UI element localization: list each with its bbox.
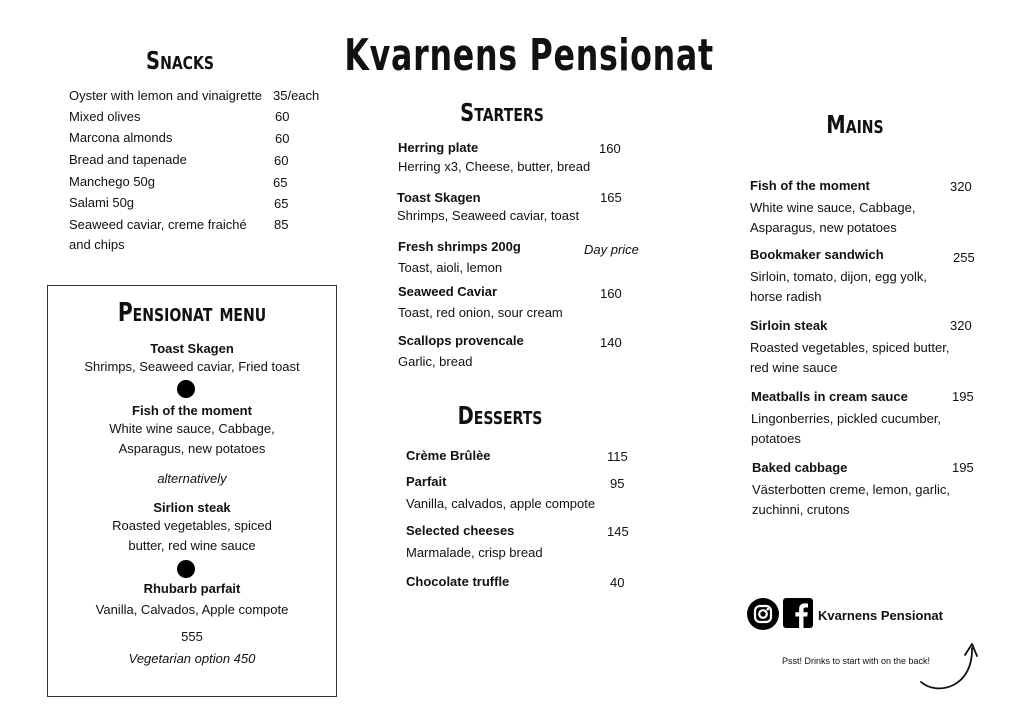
starter-name: Scallops provencale [398, 333, 524, 348]
snack-name: Seaweed caviar, creme fraiché [69, 217, 247, 232]
main-name: Sirloin steak [750, 318, 828, 333]
main-description: Asparagus, new potatoes [750, 220, 897, 235]
main-price: 320 [950, 318, 972, 333]
course-separator-dot [177, 560, 195, 578]
main-price: 320 [950, 179, 972, 194]
main-description: red wine sauce [750, 360, 838, 375]
snack-name: Mixed olives [69, 109, 141, 124]
course-description: White wine sauce, Cabbage, [109, 421, 275, 436]
curved-arrow-icon [915, 640, 980, 692]
snack-name: Marcona almonds [69, 130, 173, 145]
snacks-heading: Snacks [146, 46, 214, 75]
main-price: 195 [952, 460, 974, 475]
starter-name: Seaweed Caviar [398, 284, 498, 299]
course-name: Toast Skagen [150, 341, 234, 356]
dessert-name: Parfait [406, 474, 447, 489]
alternatively-label: alternatively [157, 471, 227, 486]
main-description: horse radish [750, 289, 822, 304]
course-name: Rhubarb parfait [143, 581, 241, 596]
snack-price: 35/each [273, 88, 320, 103]
starter-price: 160 [600, 286, 622, 301]
snack-price: 60 [275, 131, 290, 146]
snack-price: 65 [274, 196, 289, 211]
course-description: Asparagus, new potatoes [118, 441, 266, 456]
dessert-price: 40 [610, 575, 625, 590]
course-description: Roasted vegetables, spiced [112, 518, 272, 533]
starter-price: 160 [599, 141, 621, 156]
social-name[interactable]: Kvarnens Pensionat [818, 608, 943, 623]
course-description: butter, red wine sauce [128, 538, 256, 553]
starter-description: Toast, aioli, lemon [398, 260, 503, 275]
snack-price: 60 [275, 109, 290, 124]
starters-heading: Starters [460, 98, 544, 127]
main-description: potatoes [751, 431, 801, 446]
course-description: Shrimps, Seaweed caviar, Fried toast [84, 359, 300, 374]
starter-name: Toast Skagen [397, 190, 481, 205]
starter-description: Shrimps, Seaweed caviar, toast [397, 208, 580, 223]
main-name: Meatballs in cream sauce [751, 389, 908, 404]
drinks-note: Psst! Drinks to start with on the back! [782, 656, 931, 666]
main-description: White wine sauce, Cabbage, [750, 200, 916, 215]
snack-price: 65 [273, 175, 288, 190]
dessert-description: Marmalade, crisp bread [406, 545, 543, 560]
snack-name: Oyster with lemon and vinaigrette [69, 88, 262, 103]
starter-price: Day price [584, 242, 639, 257]
main-price: 195 [952, 389, 974, 404]
course-name: Fish of the moment [132, 403, 252, 418]
dessert-name: Crème Brûlèe [406, 448, 491, 463]
dessert-price: 115 [607, 449, 628, 464]
vegetarian-option: Vegetarian option 450 [128, 651, 256, 666]
snack-price: 60 [274, 153, 289, 168]
snack-name: Manchego 50g [69, 174, 156, 189]
dessert-name: Chocolate truffle [406, 574, 510, 589]
snack-name: Bread and tapenade [69, 152, 187, 167]
desserts-heading: Desserts [457, 401, 543, 430]
main-description: Västerbotten creme, lemon, garlic, [752, 482, 950, 497]
main-description: zuchinni, crutons [752, 502, 850, 517]
snack-name-continued: and chips [69, 237, 125, 252]
main-description: Sirloin, tomato, dijon, egg yolk, [750, 269, 928, 284]
page-title: Kvarnens Pensionat [344, 30, 714, 81]
starter-price: 165 [600, 190, 622, 205]
dessert-price: 95 [610, 476, 625, 491]
dessert-price: 145 [607, 524, 629, 539]
course-name: Sirlion steak [153, 500, 231, 515]
menu-price: 555 [181, 629, 203, 644]
starter-name: Herring plate [398, 140, 479, 155]
main-price: 255 [953, 250, 975, 265]
starter-description: Herring x3, Cheese, butter, bread [398, 159, 591, 174]
starter-name: Fresh shrimps 200g [398, 239, 521, 254]
facebook-icon[interactable] [783, 598, 813, 628]
instagram-icon[interactable] [747, 598, 779, 630]
dessert-name: Selected cheeses [406, 523, 515, 538]
main-name: Fish of the moment [750, 178, 870, 193]
starter-description: Toast, red onion, sour cream [398, 305, 563, 320]
main-description: Roasted vegetables, spiced butter, [750, 340, 950, 355]
dessert-description: Vanilla, calvados, apple compote [406, 496, 596, 511]
course-description: Vanilla, Calvados, Apple compote [95, 602, 289, 617]
starter-price: 140 [600, 335, 622, 350]
main-description: Lingonberries, pickled cucumber, [751, 411, 942, 426]
starter-description: Garlic, bread [398, 354, 473, 369]
mains-heading: Mains [826, 110, 884, 139]
pensionat-menu-heading: Pensionat menu [117, 298, 267, 328]
snack-name: Salami 50g [69, 195, 135, 210]
main-name: Baked cabbage [752, 460, 848, 475]
course-separator-dot [177, 380, 195, 398]
main-name: Bookmaker sandwich [750, 247, 884, 262]
snack-price: 85 [274, 217, 289, 232]
